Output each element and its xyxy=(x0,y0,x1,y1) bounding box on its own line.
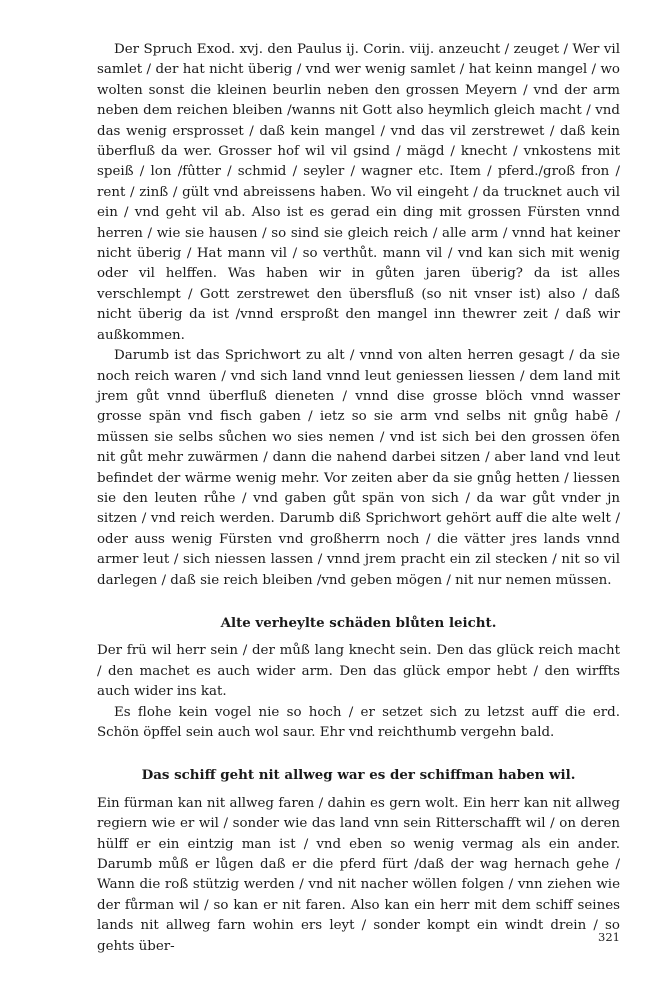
paragraph: Der Spruch Exod. xvj. den Paulus ij. Corin. viij. anzeucht / zeuget / Wer vil samlet / der hat nicht überig / vnd wer wenig samlet / hat keinn mangel / wo wolten sonst die kleinen beurlin neben den grossen Meyern / vnd der arm neben dem reichen bleiben /wanns nit Gott also heymlich gleich macht / vnd das wenig ersprosset / daß kein mangel / vnd das vil zerstrewet / daß kein überfluß da wer. Grosser hof wil vil gsind / mägd / knecht / vnkostens mit speiß / lon /fûtter / schmid / seyler / wagner etc. Item / pferd./groß fron / rent / zinß / gült vnd abreissens haben. Wo vil eingeht / da trucknet auch vil ein / vnd geht vil ab. Also ist es gerad ein ding mit grossen Fürsten vnnd herren / wie sie hausen / so sind sie gleich reich / alle arm / vnnd hat keiner nicht überig / Hat mann vil / so verthůt. mann vil / vnd kan sich mit wenig oder vil helffen. Was haben wir in gůten jaren überig? da ist alles verschlempt / Gott zerstrewet den übersfluß (so nit vnser ist) also / daß nicht überig da ist /vnnd ersproßt den mangel inn thewrer zeit / daß wir außkommen. xyxy=(97,42,620,343)
paragraph: Es flohe kein vogel nie so hoch / er setzet sich zu letzst auff die erd. Schön öpffel sein auch wol saur. Ehr vnd reichthumb vergehn bald. xyxy=(97,704,620,740)
paragraph: Der frü wil herr sein / der můß lang knecht sein. Den das glück reich macht / den machet es auch wider arm. Den das glück empor hebt / den wirffts auch wider ins kat. xyxy=(97,643,620,700)
paragraph: Ein fürman kan nit allweg faren / dahin es gern wolt. Ein herr kan nit allweg regiern wie er wil / sonder wie das land vnn sein Ritterschafft wil / on deren hülff er ein eintzig man ist / vnd eben so wenig vermag als ein ander. Darumb můß er lůgen daß er die pferd fürt /daß der wag hernach gehe / Wann die roß stützig werden / vnd nit nacher wöllen folgen / vnn ziehen wie der fůrman wil / so kan er nit faren. Also kan ein herr mit dem schiff seines lands nit allweg farn wohin ers leyt / sonder kompt ein windt drein / so gehts über- xyxy=(97,795,620,954)
section-heading: Das schiff geht nit allweg war es der schiffman haben wil. xyxy=(141,767,576,784)
paragraph: Darumb ist das Sprichwort zu alt / vnnd von alten herren gesagt / da sie noch reich waren / vnd sich land vnnd leut geniessen liessen / dem land mit jrem gůt vnnd überfluß dieneten / vnnd dise grosse blöch vnnd wasser grosse spän vnd fisch gaben / ietz so sie arm vnd selbs nit gnůg habē / müssen sie selbs sůchen wo sies nemen / vnd ist sich bei den grossen öfen nit gůt mehr zuwärmen / dann die nahend darbei sitzen / aber land vnd leut befindet der wärme wenig mehr. Vor zeiten aber da sie gnůg hetten / liessen sie den leuten růhe / vnd gaben gůt spän von sich / da war gůt vnder jn sitzen / vnd reich werden. Darumb diß Sprichwort gehört auff die alte welt / oder auss wenig Fürsten vnd großherrn noch / die vätter jres lands vnnd armer leut / sich niessen lassen / vnnd jrem pracht ein zil stecken / nit so vil darlegen / daß sie reich bleiben /vnd geben mögen / nit nur nemen müssen. xyxy=(97,348,620,588)
section-heading: Alte verheylte schäden blůten leicht. xyxy=(220,614,497,631)
page-number: 321 xyxy=(598,930,620,944)
page-body xyxy=(97,40,620,957)
